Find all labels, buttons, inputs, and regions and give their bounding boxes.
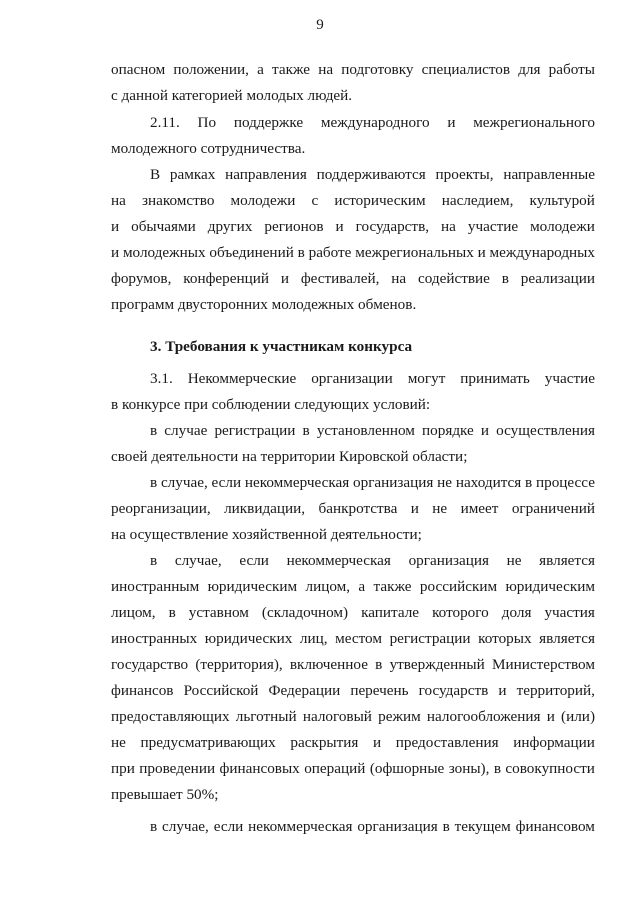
text-line-21: лицом, в уставном (складочном) капитале которого доля участия	[111, 604, 595, 621]
text-line-25: предоставляющих льготный налоговый режим налогообложения и (или)	[111, 708, 595, 725]
text-line-19: в случае, если некоммерческая организация не является	[150, 552, 595, 569]
text-line-13: в конкурсе при соблюдении следующих условий:	[111, 396, 431, 413]
text-line-16: в случае, если некоммерческая организация не находится в процессе	[150, 474, 595, 491]
text-line-2: с данной категорией молодых людей.	[111, 87, 353, 104]
text-line-1: опасном положении, а также на подготовку специалистов для работы	[111, 61, 595, 78]
text-line-6: на знакомство молодежи с историческим наследием, культурой	[111, 192, 595, 209]
section-3-heading: 3. Требования к участникам конкурса	[150, 338, 413, 355]
section-2-11-heading: 2.11. По поддержке международного и межрегионального	[150, 114, 595, 131]
text-line-5: В рамках направления поддерживаются проекты, направленные	[150, 166, 595, 183]
text-line-18: на осуществление хозяйственной деятельности;	[111, 526, 422, 543]
text-line-28: превышает 50%;	[111, 786, 219, 803]
text-line-12: 3.1. Некоммерческие организации могут принимать участие	[150, 370, 595, 387]
text-line-15: своей деятельности на территории Кировской области;	[111, 448, 468, 465]
text-line-26: не предусматривающих раскрытия и предоставления информации	[111, 734, 595, 751]
text-line-7: и обычаями других регионов и государств, на участие молодежи	[111, 218, 595, 235]
text-line-23: государство (территория), включенное в утвержденный Министерством	[111, 656, 595, 673]
text-line-27: при проведении финансовых операций (офшорные зоны), в совокупности	[111, 760, 595, 777]
text-line-14: в случае регистрации в установленном порядке и осуществления	[150, 422, 595, 439]
text-line-22: иностранных юридических лиц, местом регистрации которых является	[111, 630, 595, 647]
text-line-29: в случае, если некоммерческая организация в текущем финансовом	[150, 818, 595, 835]
text-line-24: финансов Российской Федерации перечень государств и территорий,	[111, 682, 595, 699]
text-line-4: молодежного сотрудничества.	[111, 140, 306, 157]
text-line-20: иностранным юридическим лицом, а также российским юридическим	[111, 578, 595, 595]
page-number: 9	[316, 17, 324, 33]
text-line-17: реорганизации, ликвидации, банкротства и не имеет ограничений	[111, 500, 595, 517]
text-line-9: форумов, конференций и фестивалей, на содействие в реализации	[111, 270, 595, 287]
text-line-8: и молодежных объединений в работе межрегиональных и международных	[111, 244, 595, 261]
text-line-10: программ двусторонних молодежных обменов.	[111, 296, 417, 313]
